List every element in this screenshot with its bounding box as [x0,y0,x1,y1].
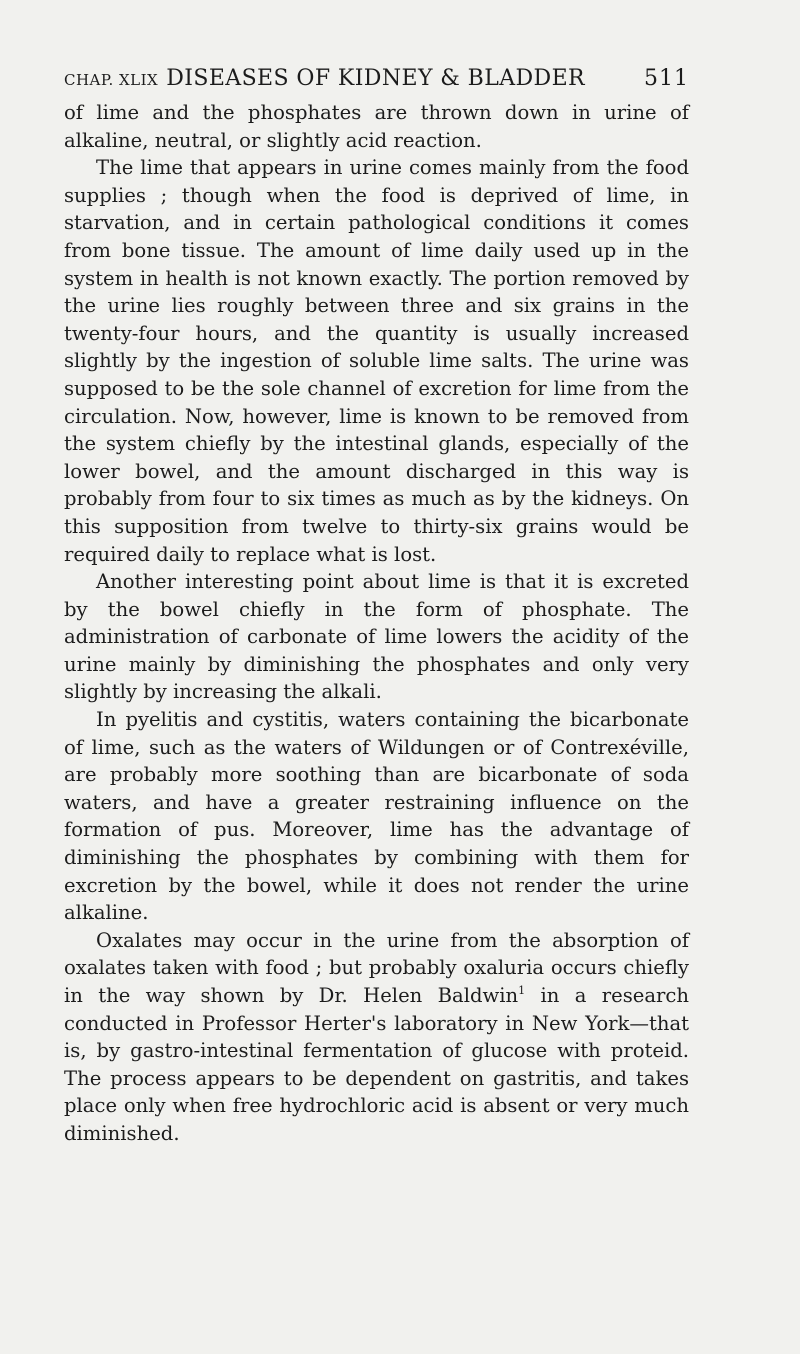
running-head [64,66,689,91]
page-number: 511 [644,66,689,91]
paragraph-continued: of lime and the phosphates are thrown down in urine of alkaline, neutral, or slightly acid reaction. [64,101,689,152]
paragraph-pyelitis-cystitis: In pyelitis and cystitis, waters containing the bicarbonate of lime, such as the waters of Wildungen or of Contrexéville, are probably more soothing than are bicarbonate of soda waters, and have a greater restraining influence on the formation of pus. Moreover, lime has the advantage of diminishing the phosphates by combining with them for excretion by the bowel, while it does not render the urine alkaline. [64,708,689,925]
oxalates-text-end: in a research conducted in Professor Herter's laboratory in New York—that is, by gastro-intestinal fermentation of glucose with proteid. The process appears to be dependent on gastritis, and takes place only when free hydrochloric acid is absent or very much diminished. [64,984,689,1145]
paragraph-lime-excretion: Another interesting point about lime is that it is excreted by the bowel chiefly in the form of phosphate. The administration of carbonate of lime lowers the acidity of the urine mainly by diminishing the phosphates and only very slightly by increasing the alkali. [64,570,689,704]
paragraph-lime-sources: The lime that appears in urine comes mainly from the food supplies ; though when the food is deprived of lime, in starvation, and in certain pathological conditions it comes from bone tissue. The amount of lime daily used up in the system in health is not known exactly. The portion removed by the urine lies roughly between three and six grains in the twenty-four hours, and the quantity is usually increased slightly by the ingestion of soluble lime salts. The urine was supposed to be the sole channel of excretion for lime from the circulation. Now, however, lime is known to be removed from the system chiefly by the intestinal glands, especially of the lower bowel, and the amount discharged in this way is probably from four to six times as much as by the kidneys. On this supposition from twelve to thirty-six grains would be required daily to replace what is lost. [64,156,689,566]
book-page [64,66,689,1148]
paragraph-oxalates [64,927,689,1148]
oxalates-text-start: Oxalates may occur in the urine from the absorption of oxalates taken with food ; but probably oxaluria occurs chiefly in the way shown by Dr. Helen Baldwin [64,928,689,1007]
page-body [64,99,689,1148]
chapter-label: CHAP. XLIX [64,71,159,89]
footnote-marker: 1 [518,984,526,997]
running-title: DISEASES OF KIDNEY & BLADDER [166,66,586,91]
